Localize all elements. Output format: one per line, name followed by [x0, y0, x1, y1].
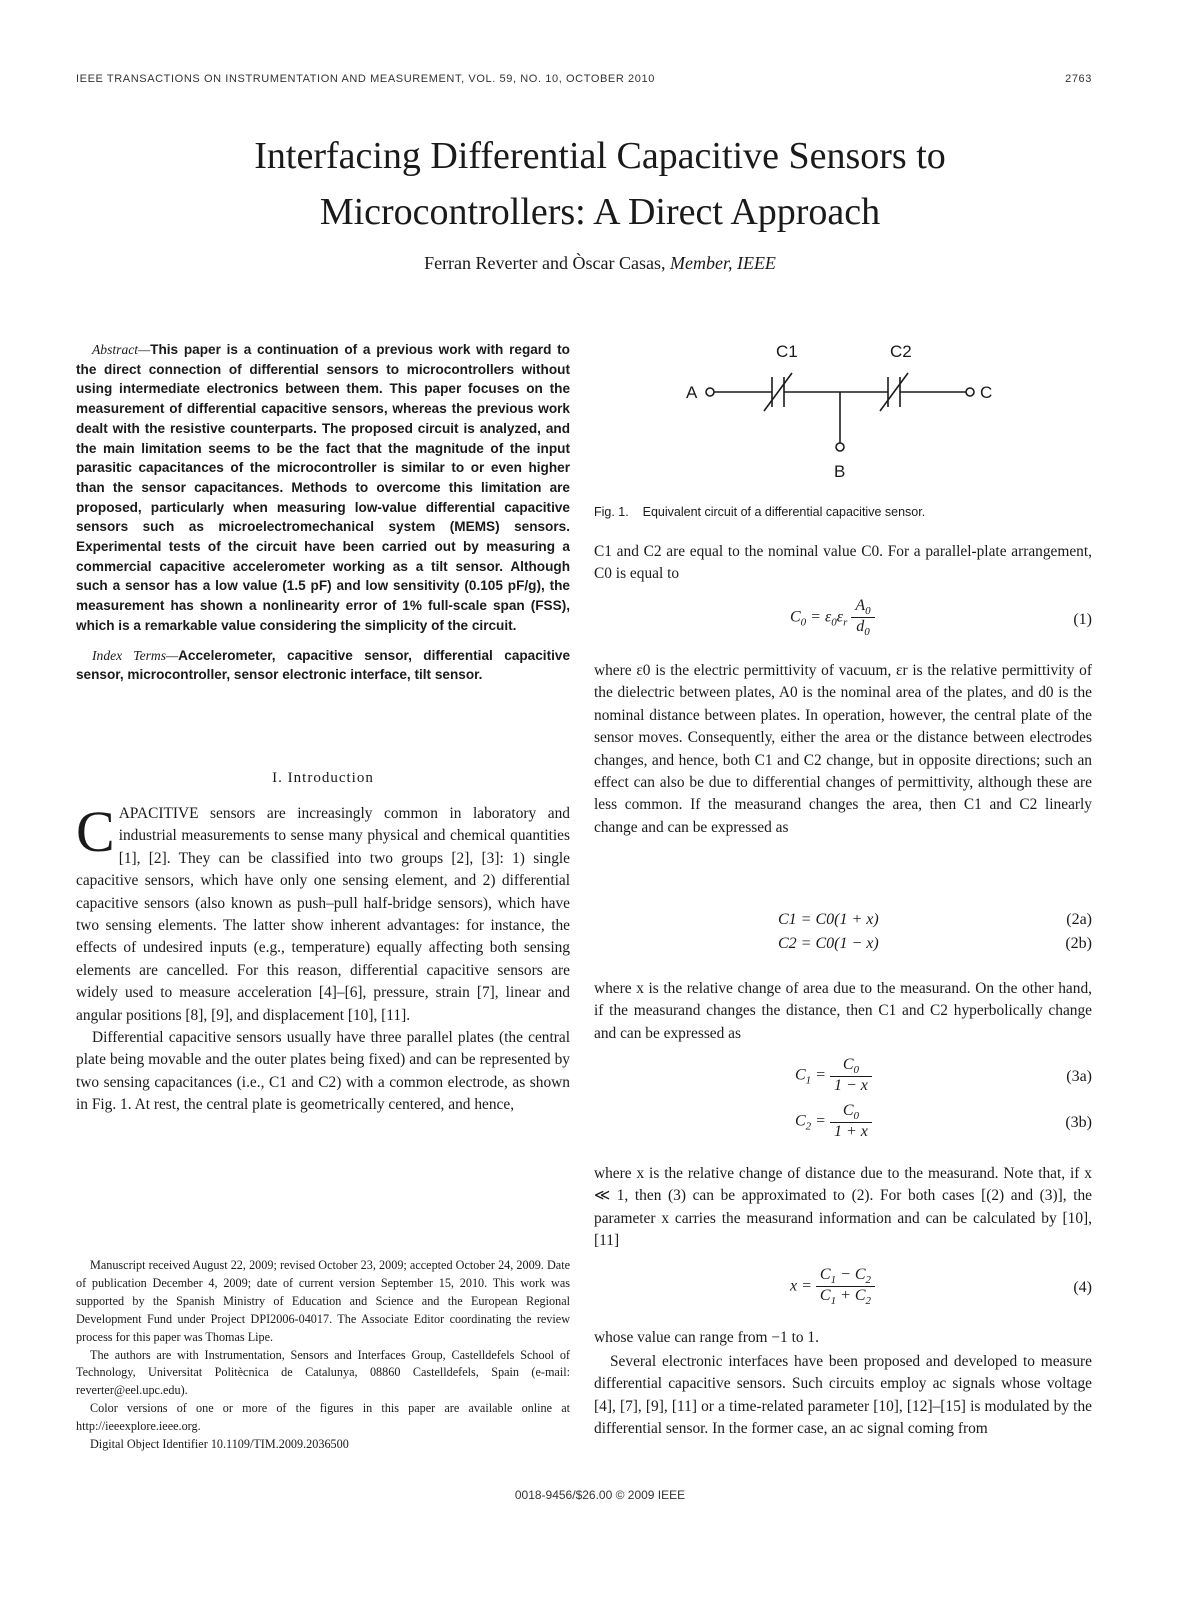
index-terms-label: Index Terms—: [92, 647, 179, 663]
right-paragraph-3: where x is the relative change of area due to the measurand. On the other hand, if the measurand changes the distance, then C1 and C2 hyperbolically change and can be expressed as: [594, 980, 1092, 1042]
label-node-b: B: [834, 462, 846, 481]
right-paragraph-2: where ε0 is the electric permittivity of vacuum, εr is the relative permittivity of the dielectric between plates, A0 is the nominal area of the plates, and d0 is the nominal distance between plates. In operation, however, the central plate of the sensor moves. Consequently, either the area or the distance between electrodes changes, and hence, both C1 and C2 change, but in opposite directions; such an effect can also be due to differential changes of permittivity, although these are less common. If the measurand changes the area, then C1 and C2 linearly change and can be expressed as: [594, 662, 1092, 836]
equation-3a-number: (3a): [1066, 1068, 1092, 1085]
equation-1-number: (1): [1073, 611, 1092, 628]
equation-2b-number: (2b): [1065, 935, 1092, 952]
figure-1-caption: Fig. 1. Equivalent circuit of a differential capacitive sensor.: [594, 505, 926, 519]
footnotes: [76, 1257, 570, 1454]
node-c-terminal: [966, 388, 974, 396]
node-a-terminal: [706, 388, 714, 396]
figure-1-circuit: [680, 335, 1020, 485]
introduction-body: [76, 799, 570, 1117]
right-paragraph-4: where x is the relative change of distance due to the measurand. Note that, if x ≪ 1, then (3) can be approximated to (2). For both cases [(2) and (3)], the parameter x carries the measurand information and can be calculated by [10], [11]: [594, 1165, 1092, 1250]
equation-4-number: (4): [1073, 1279, 1092, 1296]
right-paragraph-6: Several electronic interfaces have been proposed and developed to measure differential capacitive sensors. Such circuits employ ac signals whose voltage [4], [7], [9], [11] or a time-related parameter [10], [12]–[15] is modulated by the differential sensor. In the former case, an ac signal coming from: [594, 1353, 1092, 1438]
equation-3b-number: (3b): [1065, 1114, 1092, 1131]
author-affiliation: Member, IEEE: [669, 253, 776, 273]
footnote-manuscript: Manuscript received August 22, 2009; revised October 23, 2009; accepted October 24, 2009. Date of publication December 4, 2009; date of current version September 15, 2010. This work was supported by the Spanish Ministry of Education and Science and the European Regional Development Fund under Project DPI2006-04017. The Associate Editor coordinating the review process for this paper was Thomas Lipe.: [76, 1258, 570, 1344]
page-number: 2763: [1065, 73, 1092, 85]
abstract-label: Abstract—: [92, 342, 151, 357]
intro-paragraph-2: Differential capacitive sensors usually have three parallel plates (the central plate being movable and the outer plates being fixed) and can be represented by two sensing capacitances (i.e., C1 and C2) with a common electrode, as shown in Fig. 1. At rest, the central plate is geometrically centered, and hence,: [76, 1029, 570, 1114]
label-node-a: A: [686, 383, 698, 402]
right-paragraph-5: whose value can range from −1 to 1.: [594, 1329, 819, 1346]
section-heading: I. Introduction: [272, 770, 374, 786]
paper-title: [60, 128, 1140, 240]
abstract: [76, 340, 570, 636]
footnote-authors: The authors are with Instrumentation, Sensors and Interfaces Group, Castelldefels School of Technology, Universitat Politècnica de Catalunya, 08860 Castelldefels, Spain (e-mail: reverter@eel.upc.edu).: [76, 1347, 570, 1398]
label-node-c: C: [980, 383, 993, 402]
equation-2b: C2 = C0(1 − x): [778, 935, 879, 952]
running-header: IEEE TRANSACTIONS ON INSTRUMENTATION AND MEASUREMENT, VOL. 59, NO. 10, OCTOBER 2010: [76, 73, 655, 85]
title-line-1: Interfacing Differential Capacitive Sensors to: [254, 135, 946, 177]
equation-2a-number: (2a): [1066, 911, 1092, 928]
index-terms: [76, 646, 570, 685]
abstract-text: This paper is a continuation of a previous work with regard to the direct connection of differential sensors to microcontrollers without using intermediate electronics between them. This paper focuses on the measurement of differential capacitive sensors, whereas the previous work dealt with the resistive counterparts. The proposed circuit is analyzed, and the main limitation seems to be the fact that the magnitude of the input parasitic capacitances of the microcontroller is similar to or even higher than the sensor capacitances. Methods to overcome this limitation are proposed, particularly when measuring low-value differential capacitive sensors such as microelectromechanical system (MEMS) sensors. Experimental tests of the circuit have been carried out by measuring a commercial capacitive accelerometer working as a tilt sensor. Although such a sensor has a low value (1.5 pF) and low sensitivity (0.105 pF/g), the measurement has shown a nonlinearity error of 1% full-scale span (FSS), which is a remarkable value considering the simplicity of the circuit.: [76, 342, 570, 633]
node-b-terminal: [836, 443, 844, 451]
footnote-doi: Digital Object Identifier 10.1109/TIM.2009.2036500: [90, 1437, 349, 1452]
author-line: [60, 253, 1140, 274]
equation-4: x = $\frac{C_1 - C_2}{C_1 + C_2}$: [790, 1266, 875, 1307]
intro-paragraph-1-text: APACITIVE sensors are increasingly common in laboratory and industrial measurements to sense many physical and chemical quantities [1], [2]. They can be classified into two groups [2], [3]: 1) single capacitive sensors, which have only one sensing element, and 2) differential capacitive sensors (also known as push–pull half-bridge sensors), which have two sensing elements. The latter show inherent advantages: for instance, the effects of undesired inputs (e.g., temperature) equally affecting both sensing elements are cancelled. For this reason, differential capacitive sensors are widely used to measure acceleration [4]–[6], pressure, strain [7], linear and angular positions [8], [9], and displacement [10], [11].: [76, 805, 570, 1024]
intro-paragraph-1: [76, 799, 570, 1027]
drop-cap: C: [76, 799, 115, 864]
title-line-2: Microcontrollers: A Direct Approach: [319, 191, 881, 233]
equation-1: $C_0 = \varepsilon_0\varepsilon_r$ $\frac{A_0}{d_0}$: [790, 597, 875, 638]
index-terms-text: Accelerometer, capacitive sensor, differential capacitive sensor, microcontroller, sensor electronic interface, tilt sensor.: [76, 647, 571, 683]
equation-3a: $C_1$ = $\frac{C_0}{1 - x}$: [795, 1056, 872, 1095]
equation-2a: C1 = C0(1 + x): [778, 911, 879, 928]
copyright-footer: 0018-9456/$26.00 © 2009 IEEE: [514, 1488, 686, 1502]
right-paragraph-1: C1 and C2 are equal to the nominal value C0. For a parallel-plate arrangement, C0 is equal to: [594, 543, 1092, 583]
label-c2: C2: [890, 342, 912, 361]
footnote-color: Color versions of one or more of the figures in this paper are available online at http://ieeexplore.ieee.org.: [76, 1401, 570, 1434]
equation-3b: $C_2$ = $\frac{C_0}{1 + x}$: [795, 1102, 872, 1141]
abstract-block: [76, 340, 570, 695]
label-c1: C1: [776, 342, 798, 361]
authors: Ferran Reverter and Òscar Casas,: [424, 253, 666, 273]
